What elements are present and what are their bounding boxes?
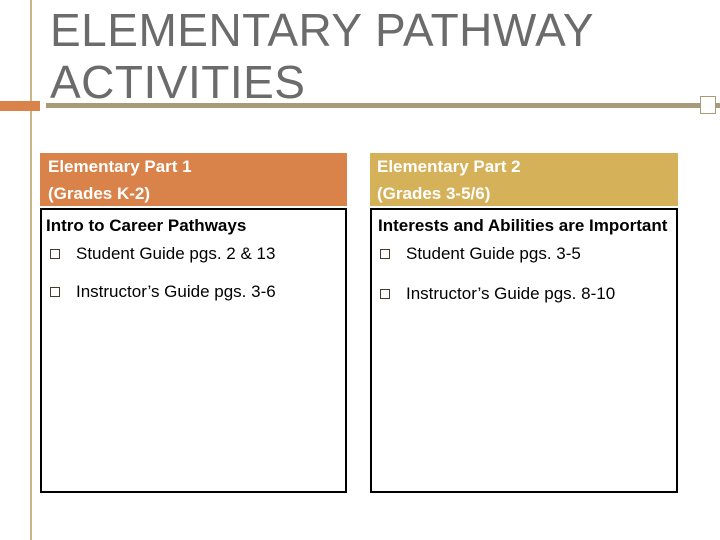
left-column-body [40, 208, 347, 493]
left-column [40, 153, 347, 493]
right-header-line2: (Grades 3-5/6) [377, 184, 491, 203]
right-column-body [370, 208, 678, 493]
list-item [46, 243, 339, 265]
right-column [370, 153, 678, 493]
list-item [46, 281, 339, 303]
left-header-line2: (Grades K-2) [48, 184, 151, 203]
list-item-text: Instructor’s Guide pgs. 8-10 [406, 284, 616, 303]
right-bullet-list [376, 243, 670, 305]
left-subtitle: Intro to Career Pathways [46, 216, 247, 235]
square-bullet-icon [50, 249, 60, 259]
square-bullet-icon [380, 249, 390, 259]
right-column-header [370, 153, 678, 206]
right-header-line1: Elementary Part 2 [377, 157, 521, 176]
slide-title: ELEMENTARY PATHWAY ACTIVITIES [50, 4, 594, 108]
left-bullet-list [46, 243, 339, 303]
list-item [376, 243, 670, 265]
right-subtitle: Interests and Abilities are Important [378, 216, 668, 235]
left-column-header [40, 153, 347, 206]
decorative-orange-bar [0, 101, 40, 111]
square-bullet-icon [50, 287, 60, 297]
left-header-line1: Elementary Part 1 [48, 157, 192, 176]
decorative-corner-box [700, 96, 716, 114]
decorative-vertical-line [30, 0, 32, 540]
list-item-text: Instructor’s Guide pgs. 3-6 [76, 282, 276, 301]
list-item-text: Student Guide pgs. 3-5 [406, 244, 581, 263]
square-bullet-icon [380, 289, 390, 299]
list-item [376, 283, 670, 305]
list-item-text: Student Guide pgs. 2 & 13 [76, 244, 276, 263]
